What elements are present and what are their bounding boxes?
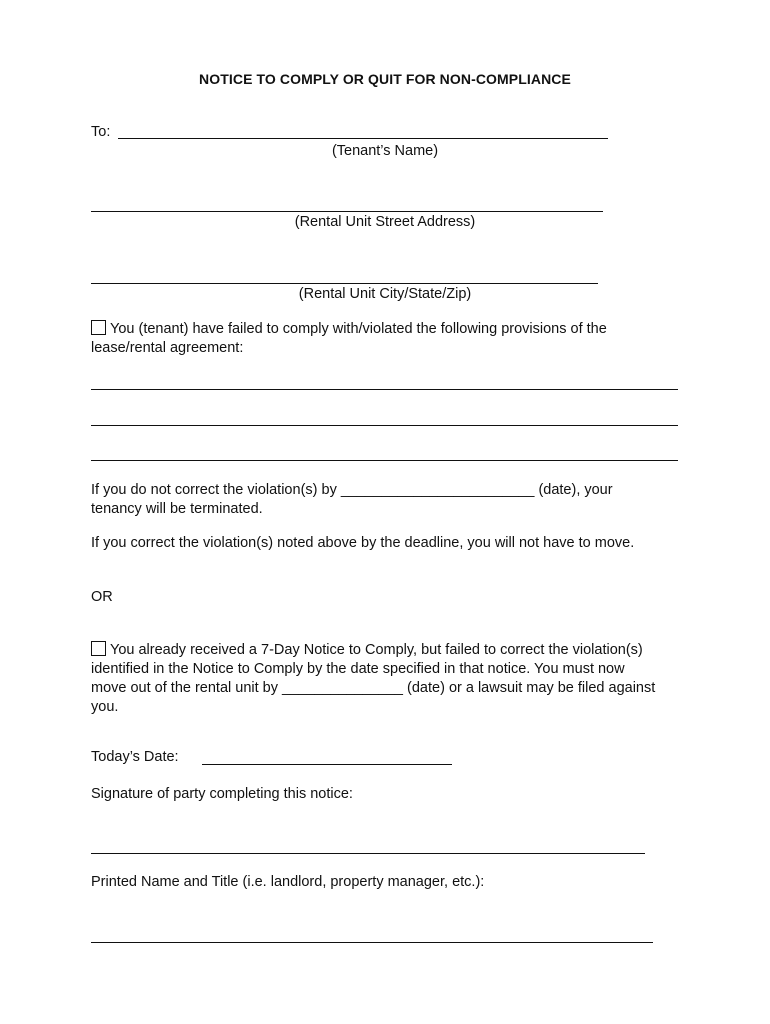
printed-name-label: Printed Name and Title (i.e. landlord, property manager, etc.): bbox=[91, 874, 485, 890]
printed-name-field[interactable] bbox=[91, 942, 653, 943]
option-2-line3-end: (date) or a lawsuit may be filed against bbox=[407, 680, 656, 696]
signature-label: Signature of party completing this notice: bbox=[91, 786, 353, 802]
todays-date-label: Today’s Date: bbox=[91, 749, 179, 765]
option-1-checkbox[interactable] bbox=[91, 320, 106, 335]
or-text: OR bbox=[91, 589, 113, 605]
violation-line-2[interactable] bbox=[91, 425, 678, 426]
option-2-line1: You already received a 7-Day Notice to Comply, but failed to correct the violation(s) bbox=[110, 642, 643, 658]
correction-date-blank[interactable]: ________________________ bbox=[340, 482, 535, 498]
option-1-text-line1: You (tenant) have failed to comply with/violated the following provisions of the bbox=[110, 321, 607, 337]
option-1-text-line2: lease/rental agreement: bbox=[91, 340, 244, 356]
no-move-text: If you correct the violation(s) noted above by the deadline, you will not have to move. bbox=[91, 535, 635, 551]
move-out-date-blank[interactable]: _______________ bbox=[282, 680, 403, 696]
street-address-caption: (Rental Unit Street Address) bbox=[294, 214, 476, 230]
signature-field[interactable] bbox=[91, 853, 645, 854]
correction-text-end: (date), your bbox=[538, 482, 613, 498]
city-state-zip-caption: (Rental Unit City/State/Zip) bbox=[298, 286, 472, 302]
option-2-checkbox[interactable] bbox=[91, 641, 106, 656]
street-address-field[interactable] bbox=[91, 211, 603, 212]
violation-line-3[interactable] bbox=[91, 460, 678, 461]
violation-line-1[interactable] bbox=[91, 389, 678, 390]
tenant-name-caption: (Tenant’s Name) bbox=[331, 143, 439, 159]
document-title: NOTICE TO COMPLY OR QUIT FOR NON-COMPLIANCE bbox=[199, 71, 571, 87]
correction-text-start: If you do not correct the violation(s) by bbox=[91, 482, 337, 498]
option-2-block bbox=[91, 641, 711, 717]
option-2-line2: identified in the Notice to Comply by the date specified in that notice. You must now bbox=[91, 661, 625, 677]
option-2-line3-start: move out of the rental unit by bbox=[91, 680, 278, 696]
option-1-block bbox=[91, 320, 691, 358]
to-label: To: bbox=[91, 124, 111, 140]
correction-paragraph bbox=[91, 481, 711, 519]
option-2-line4: you. bbox=[91, 699, 119, 715]
tenant-name-field[interactable] bbox=[118, 138, 608, 139]
city-state-zip-field[interactable] bbox=[91, 283, 598, 284]
todays-date-field[interactable] bbox=[202, 764, 452, 765]
correction-text-line2: tenancy will be terminated. bbox=[91, 501, 263, 517]
